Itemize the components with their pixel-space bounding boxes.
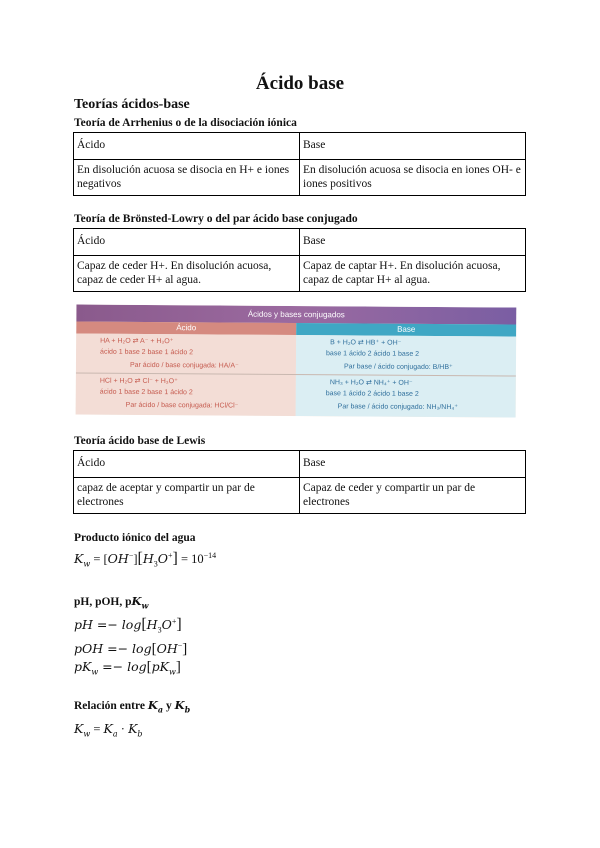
lewis-table [73, 450, 526, 514]
conj-acid-row2-eq: HCl + H₂O ⇄ Cl⁻ + H₃O⁺ [99, 377, 178, 386]
lewis-acid-header: Ácido [74, 451, 300, 478]
conj-acid-row2-labels: ácido 1 base 2 base 1 ácido 2 [99, 388, 193, 397]
bronsted-acid-header: Ácido [74, 229, 300, 256]
conj-acid-row1-eq: HA + H₂O ⇄ A⁻ + H₃O⁺ [100, 337, 174, 346]
bronsted-heading: Teoría de Brönsted-Lowry o del par ácido base conjugado [74, 213, 358, 225]
arrhenius-base-def: En disolución acuosa se disocia en iones OH- e iones positivos [300, 160, 526, 196]
bronsted-table [73, 228, 526, 292]
conj-base-row1-eq: B + H₂O ⇄ HB⁺ + OH⁻ [330, 339, 402, 347]
section-title: Teorías ácidos-base [74, 97, 190, 112]
arrhenius-heading: Teoría de Arrhenius o de la disociación iónica [74, 117, 297, 129]
arrhenius-table [73, 132, 526, 196]
arrhenius-acid-header: Ácido [74, 133, 300, 160]
pkw-formula: $pK_w =- \log[pK_w]$ [74, 659, 181, 677]
ionic-product-formula: $K_w = [OH^-][H_3O^+] = 10^{-14}$ [74, 550, 217, 569]
arrhenius-acid-def: En disolución acuosa se disocia en H+ e iones negativos [74, 160, 300, 196]
conjugate-pairs-image [76, 304, 517, 417]
conj-base-row1-pair: Par base / ácido conjugado: B/HB⁺ [343, 363, 453, 372]
relation-formula: $K_w = K_a \cdot K_b$ [74, 721, 143, 739]
bronsted-base-header: Base [300, 229, 526, 256]
poh-formula: pOH =− log[OH−] [74, 641, 188, 658]
conj-acid-row2-pair: Par ácido / base conjugada: HCl/Cl⁻ [125, 401, 239, 410]
conj-banner: Ácidos y bases conjugados [76, 304, 516, 324]
conj-acid-header: Ácido [76, 321, 296, 335]
ph-heading: pH, pOH, $pK_w$ [74, 594, 149, 611]
bronsted-acid-def: Capaz de ceder H+. En disolución acuosa, capaz de ceder H+ al agua. [74, 256, 300, 292]
lewis-acid-def: capaz de aceptar y compartir un par de electrones [74, 478, 300, 514]
arrhenius-base-header: Base [300, 133, 526, 160]
lewis-base-def: Capaz de ceder y compartir un par de electrones [300, 478, 526, 514]
conj-base-header: Base [296, 323, 516, 337]
conj-acid-row1-pair: Par ácido / base conjugada: HA/A⁻ [129, 361, 239, 370]
conj-acid-row1-labels: ácido 1 base 2 base 1 ácido 2 [100, 348, 194, 357]
lewis-heading: Teoría ácido base de Lewis [74, 435, 206, 447]
conj-base-row2-eq: NH₃ + H₂O ⇄ NH₄⁺ + OH⁻ [329, 379, 413, 387]
conj-base-row1-labels: base 1 ácido 2 ácido 1 base 2 [326, 350, 420, 358]
page-title: Ácido base [255, 73, 345, 94]
conj-base-row2-labels: base 1 ácido 2 ácido 1 base 2 [325, 390, 419, 398]
ph-formula: pH =− $\log[H_3O^+]$ [74, 616, 182, 635]
relation-heading: Relación entre $K_a$ y $K_b$ [74, 698, 191, 715]
ionic-product-heading: Producto iónico del agua [74, 532, 196, 544]
lewis-base-header: Base [300, 451, 526, 478]
conj-base-row2-pair: Par base / ácido conjugado: NH₃/NH₄⁺ [337, 403, 458, 412]
bronsted-base-def: Capaz de captar H+. En disolución acuosa, capaz de captar H+ al agua. [300, 256, 526, 292]
